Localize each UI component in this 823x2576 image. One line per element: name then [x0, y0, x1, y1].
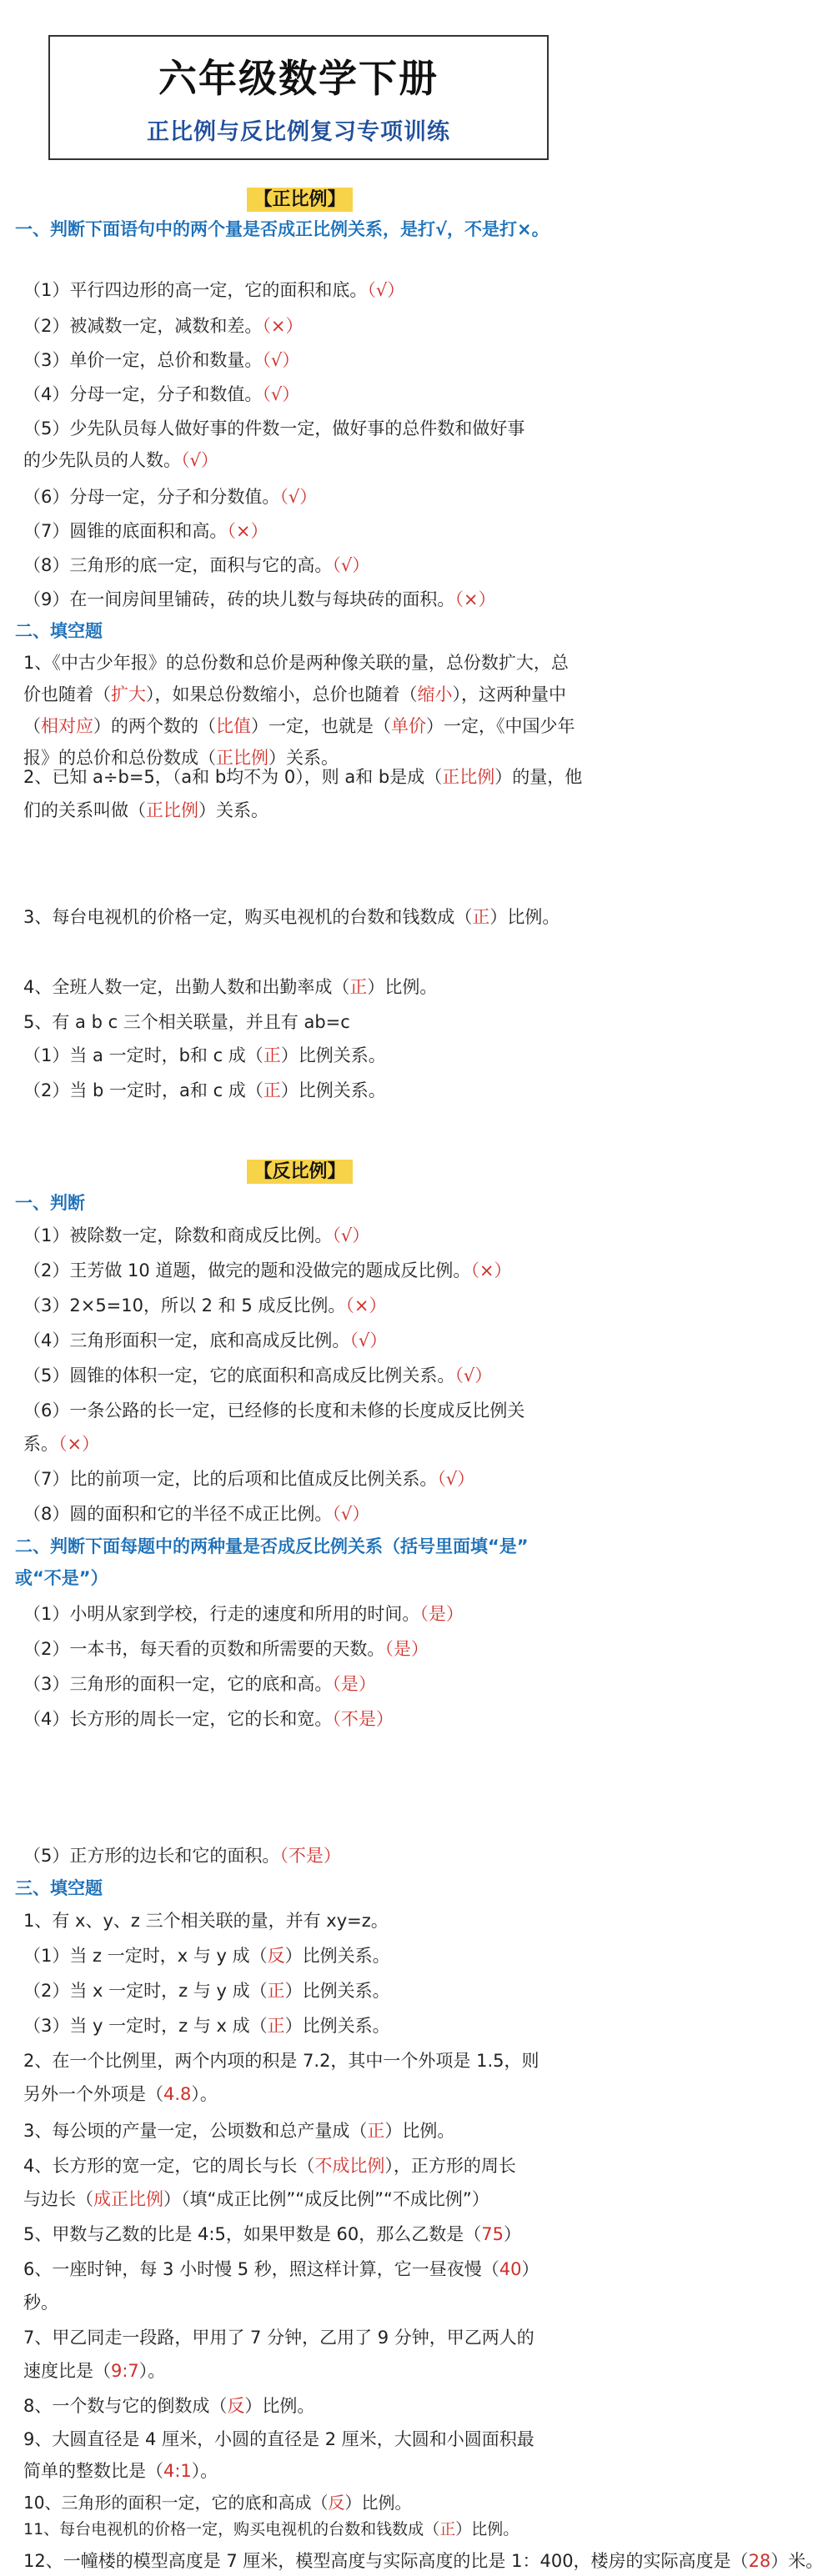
fill-item-5a: （1）当 a 一定时，b和 c 成（正）比例关系。 — [23, 1045, 386, 1065]
judge-item: （9）在一间房间里铺砖，砖的块儿数与每块砖的面积。（×） — [23, 589, 496, 609]
judge-item: （2）王芳做 10 道题，做完的题和没做完的题成反比例。（×） — [23, 1260, 512, 1280]
fill-item: 12、一幢楼的模型高度是 7 厘米，模型高度与实际高度的比是 1：400，楼房的实际高度是（28）米。 — [23, 2551, 823, 2571]
fill-item-3: 3、每台电视机的价格一定，购买电视机的台数和钱数成（正）比例。 — [23, 907, 560, 927]
page-subtitle: 正比例与反比例复习专项训练 — [147, 119, 450, 145]
question-1-title: 一、判断下面语句中的两个量是否成正比例关系，是打√，不是打×。 — [15, 219, 550, 239]
fill-item: 6、一座时钟，每 3 小时慢 5 秒，照这样计算，它一昼夜慢（40） — [23, 2259, 539, 2279]
fill-item: 11、每台电视机的价格一定，购买电视机的台数和钱数成（正）比例。 — [23, 2520, 519, 2538]
fill-item: 3、每公顷的产量一定，公顷数和总产量成（正）比例。 — [23, 2121, 455, 2141]
fill-item-4: 4、全班人数一定，出勤人数和出勤率成（正）比例。 — [23, 977, 438, 997]
page-title: 六年级数学下册 — [158, 56, 439, 101]
section-head-direct: 【正比例】 — [0, 185, 600, 211]
judge-item: （1）被除数一定，除数和商成反比例。（√） — [23, 1225, 370, 1245]
fill-item-2: 2、已知 a÷b=5，（a和 b均不为 0），则 a和 b是成（正比例）的量，他们的关系叫做（正比例）关系。 — [23, 767, 583, 820]
question-2-title: 二、判断下面每题中的两种量是否成反比例关系（括号里面填“是” — [15, 1536, 529, 1556]
judge-item: （2）被减数一定，减数和差。（×） — [23, 316, 304, 336]
fill-item: 另外一个外项是（4.8）。 — [23, 2084, 218, 2104]
judge-item: （4）三角形面积一定，底和高成反比例。（√） — [23, 1331, 388, 1351]
fill-item: （3）当 y 一定时，z 与 x 成（正）比例关系。 — [23, 2016, 390, 2036]
judge-item: （2）一本书，每天看的页数和所需要的天数。（是） — [23, 1639, 429, 1659]
judge-item: （5）圆锥的体积一定，它的底面积和高成反比例关系。（√） — [23, 1366, 493, 1386]
judge-item: 的少先队员的人数。（√） — [23, 450, 218, 470]
judge-item: （4）分母一定，分子和数值。（√） — [23, 384, 300, 404]
judge-item: （3）三角形的面积一定，它的底和高。（是） — [23, 1674, 376, 1694]
judge-item: （7）比的前项一定，比的后项和比值成反比例关系。（√） — [23, 1469, 475, 1489]
question-3-title: 三、填空题 — [15, 1878, 103, 1898]
judge-item: （1）平行四边形的高一定，它的面积和底。（√） — [23, 280, 405, 300]
judge-item: （7）圆锥的底面积和高。（×） — [23, 521, 268, 541]
fill-item: 速度比是（9:7）。 — [23, 2361, 166, 2381]
section-head-inverse: 【反比例】 — [0, 1157, 600, 1183]
fill-item-5: 5、有 a b c 三个相关联量，并且有 ab=c — [23, 1012, 350, 1032]
judge-item: （6）分母一定，分子和分数值。（√） — [23, 487, 318, 507]
fill-item: 10、三角形的面积一定，它的底和高成（反）比例。 — [23, 2493, 412, 2513]
fill-item: 4、长方形的宽一定，它的周长与长（不成比例），正方形的周长 — [23, 2156, 516, 2176]
judge-item: （8）圆的面积和它的半径不成正比例。（√） — [23, 1504, 370, 1524]
judge-item: （5）正方形的边长和它的面积。（不是） — [23, 1846, 341, 1866]
question-2-title: 二、填空题 — [15, 621, 103, 641]
judge-item: （3）2×5=10，所以 2 和 5 成反比例。（×） — [23, 1296, 387, 1316]
fill-item-5b: （2）当 b 一定时，a和 c 成（正）比例关系。 — [23, 1080, 386, 1100]
title-box — [48, 35, 549, 160]
judge-item: （4）长方形的周长一定，它的长和宽。（不是） — [23, 1709, 394, 1729]
fill-item: 7、甲乙同走一段路，甲用了 7 分钟，乙用了 9 分钟，甲乙两人的 — [23, 2328, 534, 2348]
fill-item: （2）当 x 一定时，z 与 y 成（正）比例关系。 — [23, 1981, 390, 2001]
fill-item: 简单的整数比是（4:1）。 — [23, 2461, 218, 2481]
question-2-title-cont: 或“不是”） — [15, 1568, 108, 1588]
fill-item: 2、在一个比例里，两个内项的积是 7.2，其中一个外项是 1.5，则 — [23, 2051, 539, 2071]
judge-item: （3）单价一定，总价和数量。（√） — [23, 350, 300, 370]
fill-item: 秒。 — [23, 2293, 58, 2313]
fill-item: 5、甲数与乙数的比是 4:5，如果甲数是 60，那么乙数是（75） — [23, 2224, 521, 2244]
question-1-title: 一、判断 — [15, 1193, 85, 1213]
fill-item: 8、一个数与它的倒数成（反）比例。 — [23, 2396, 315, 2416]
fill-item-1: 1、《中古少年报》的总份数和总价是两种像关联的量，总份数扩大，总价也随着（扩大），如果总份数缩小，总价也随着（缩小），这两种量中（相对应）的两个数的（比值）一定，也就是（单价）一定，《中国少年报》的总价和总份数成（正比例）关系。 — [23, 653, 575, 768]
judge-item: （6）一条公路的长一定，已经修的长度和未修的长度成反比例关 — [23, 1401, 525, 1421]
fill-item: 1、有 x、y、z 三个相关联的量，并有 xy=z。 — [23, 1911, 389, 1931]
judge-item: （5）少先队员每人做好事的件数一定，做好事的总件数和做好事 — [23, 418, 525, 439]
judge-item: （1）小明从家到学校，行走的速度和所用的时间。（是） — [23, 1604, 464, 1624]
judge-item: 系。（×） — [23, 1434, 100, 1454]
fill-item: 与边长（成正比例）（填“成正比例”“成反比例”“不成比例”） — [23, 2189, 489, 2209]
fill-item: 9、大圆直径是 4 厘米，小圆的直径是 2 厘米，大圆和小圆面积最 — [23, 2429, 534, 2449]
judge-item: （8）三角形的底一定，面积与它的高。（√） — [23, 555, 370, 575]
fill-item: （1）当 z 一定时，x 与 y 成（反）比例关系。 — [23, 1946, 390, 1966]
